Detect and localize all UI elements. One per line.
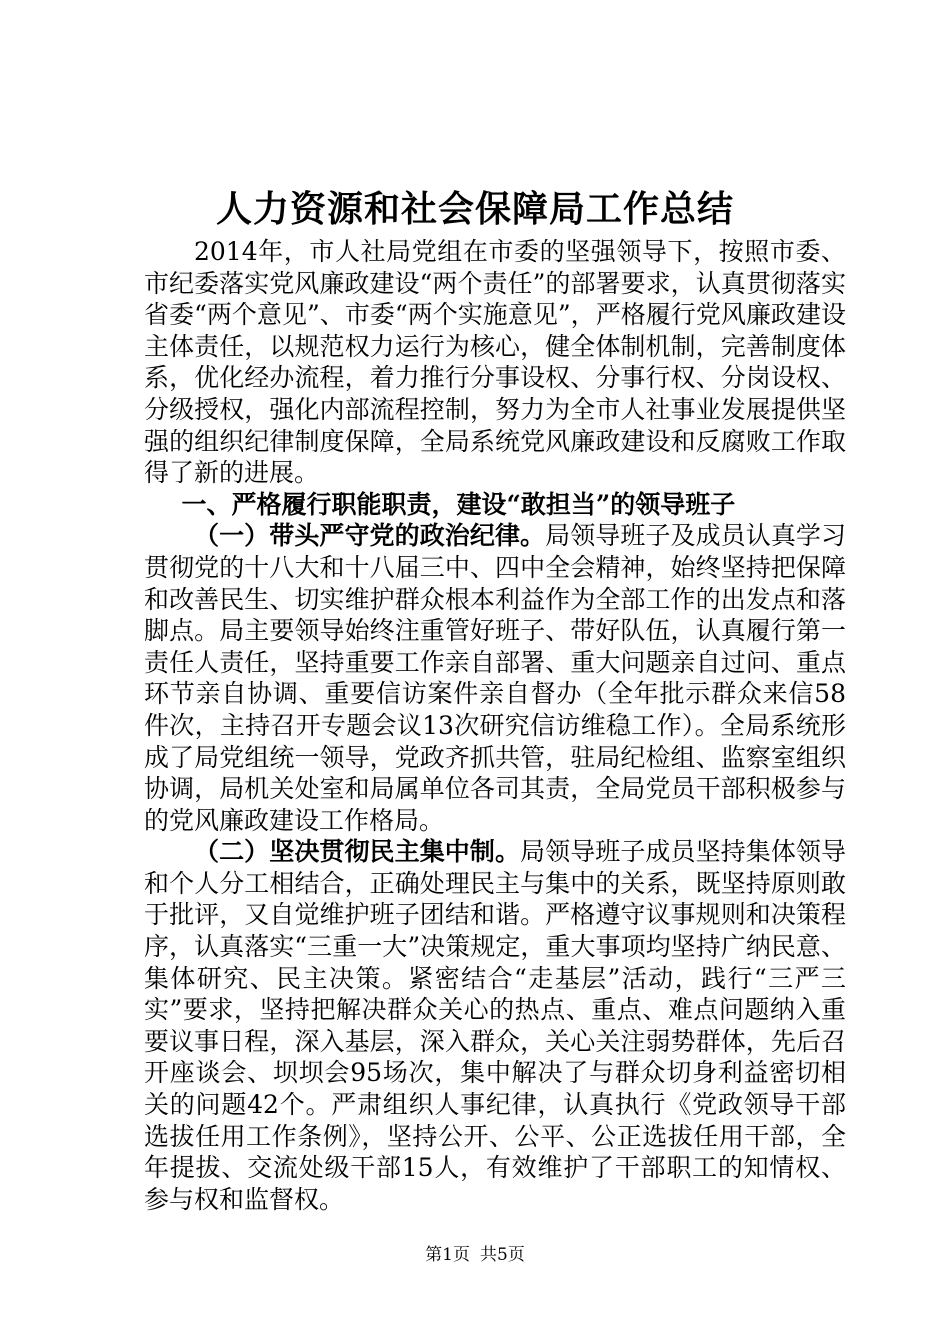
section-1-item-1 [144,520,846,836]
item-2-lead: （二）坚决贯彻民主集中制。 [194,837,521,867]
document-body [144,236,846,1215]
document-title: 人力资源和社会保障局工作总结 [215,188,734,230]
page-total: 共5页 [480,1245,525,1265]
intro-paragraph: 2014年，市人社局党组在市委的坚强领导下，按照市委、市纪委落实党风廉政建设“两个责任”的部署要求，认真贯彻落实省委“两个意见”、市委“两个实施意见”，严格履行党风廉政建设主体责任，以规范权力运行为核心，健全体制机制，完善制度体系，优化经办流程，着力推行分事设权、分事行权、分岗设权、分级授权，强化内部流程控制，努力为全市人社事业发展提供坚强的组织纪律制度保障，全局系统党风廉政建设和反腐败工作取得了新的进展。 [144,237,846,488]
item-2-text: 局领导班子成员坚持集体领导和个人分工相结合，正确处理民主与集中的关系，既坚持原则敢于批评，又自觉维护班子团结和谐。严格遵守议事规则和决策程序，认真落实“三重一大”决策规定，重大事项均坚持广纳民意、集体研究、民主决策。紧密结合“走基层”活动，践行“三严三实”要求，坚持把解决群众关心的热点、重点、难点问题纳入重要议事日程，深入基层，深入群众，关心关注弱势群体，先后召开座谈会、坝坝会95场次，集中解决了与群众切身利益密切相关的问题42个。严肃组织人事纪律，认真执行《党政领导干部选拔任用工作条例》，坚持公开、公平、公正选拔任用干部，全年提拔、交流处级干部15人，有效维护了干部职工的知情权、参与权和监督权。 [144,837,846,1214]
item-1-text: 局领导班子及成员认真学习贯彻党的十八大和十八届三中、四中全会精神，始终坚持把保障和改善民生、切实维护群众根本利益作为全部工作的出发点和落脚点。局主要领导始终注重管好班子、带好队伍，认真履行第一责任人责任，坚持重要工作亲自部署、重大问题亲自过问、重点环节亲自协调、重要信访案件亲自督办（全年批示群众来信58件次，主持召开专题会议13次研究信访维稳工作）。全局系统形成了局党组统一领导，党政齐抓共管，驻局纪检组、监察室组织协调，局机关处室和局属单位各司其责，全局党员干部积极参与的党风廉政建设工作格局。 [144,521,846,835]
section-1-item-2 [144,836,846,1215]
item-1-lead: （一）带头严守党的政治纪律。 [194,521,546,551]
page-number: 第1页 [425,1245,470,1265]
page-footer [0,1243,950,1267]
section-heading-1: 一、严格履行职能职责，建设“敢担当”的领导班子 [181,489,736,519]
